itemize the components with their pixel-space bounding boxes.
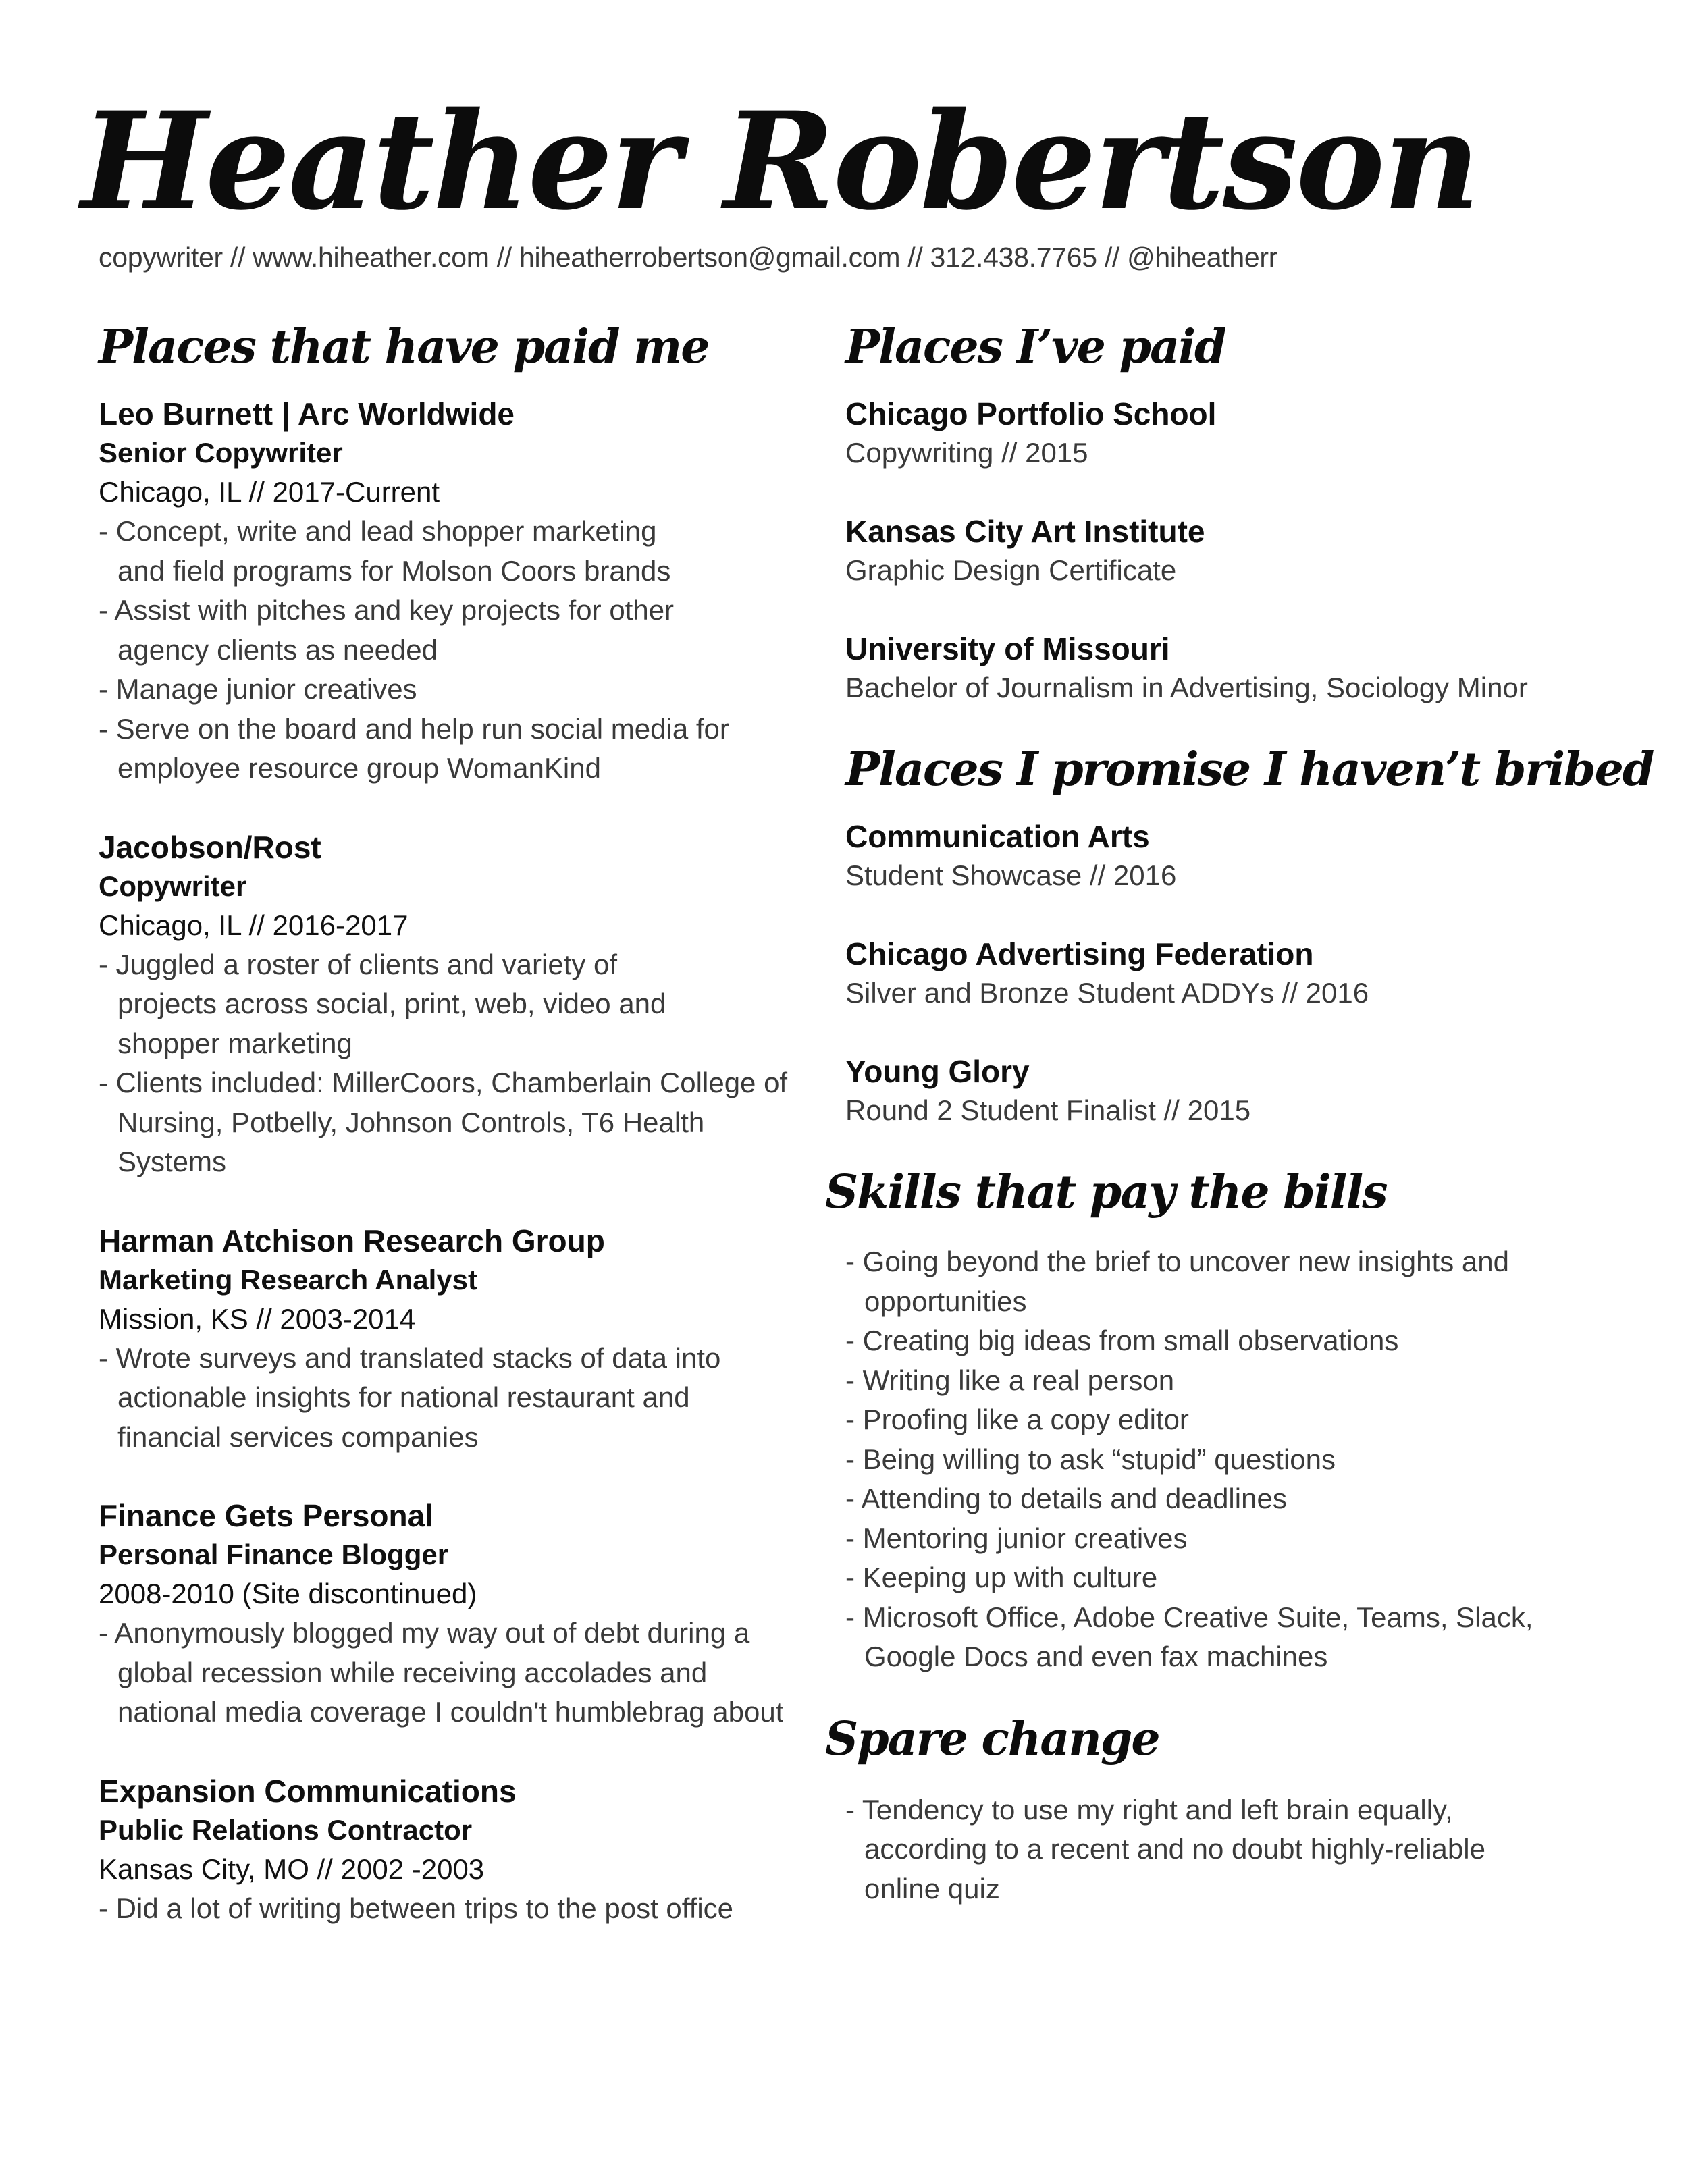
- job-bullets: [99, 1614, 808, 1732]
- school-name: University of Missouri: [845, 631, 1170, 666]
- award-item: [845, 817, 1622, 895]
- job-bullet: - Anonymously blogged my way out of debt during a global recession while receiving accolades and national media coverage I couldn't humblebrag about: [99, 1614, 793, 1732]
- job-entry: [99, 1496, 808, 1732]
- education-item: [845, 394, 1622, 473]
- job-role: Senior Copywriter: [99, 437, 343, 469]
- job-bullets: [99, 512, 808, 789]
- job-location-dates: Kansas City, MO // 2002 -2003: [99, 1853, 485, 1885]
- job-role: Copywriter: [99, 870, 247, 902]
- award-item: [845, 934, 1622, 1013]
- award-item: [845, 1052, 1622, 1130]
- job-company: Finance Gets Personal: [99, 1498, 433, 1533]
- job-bullets: [99, 1339, 808, 1458]
- skills-list: [845, 1242, 1622, 1677]
- award-name: Chicago Advertising Federation: [845, 936, 1314, 971]
- education-list: [845, 394, 1622, 708]
- job-role: Public Relations Contractor: [99, 1813, 473, 1846]
- job-bullet: - Wrote surveys and translated stacks of data into actionable insights for national restaurant and financial services companies: [99, 1339, 725, 1458]
- education-heading: Places I’ve paid: [845, 320, 1225, 374]
- spare-change-list: [845, 1790, 1622, 1909]
- job-location-dates: Chicago, IL // 2017-Current: [99, 476, 440, 508]
- awards-list: [845, 817, 1622, 1130]
- job-entry: [99, 1221, 808, 1458]
- job-location-dates: Chicago, IL // 2016-2017: [99, 909, 408, 941]
- experience-heading: Places that have paid me: [99, 320, 709, 374]
- job-entry: [99, 828, 808, 1182]
- spare-change-heading: Spare change: [825, 1711, 1159, 1766]
- school-detail: Bachelor of Journalism in Advertising, Sociology Minor: [845, 672, 1528, 703]
- job-company: Expansion Communications: [99, 1773, 517, 1809]
- job-entry: [99, 394, 808, 789]
- award-name: Young Glory: [845, 1054, 1030, 1089]
- job-location-dates: Mission, KS // 2003-2014: [99, 1302, 416, 1335]
- job-company: Jacobson/Rost: [99, 829, 321, 865]
- skill-item: - Microsoft Office, Adobe Creative Suite, Teams, Slack, Google Docs and even fax machines: [845, 1598, 1566, 1677]
- job-bullet: - Did a lot of writing between trips to the post office: [99, 1889, 833, 1929]
- awards-heading: Places I promise I haven’t bribed: [845, 743, 1654, 797]
- job-company: Harman Atchison Research Group: [99, 1223, 605, 1258]
- job-company: Leo Burnett | Arc Worldwide: [99, 396, 515, 431]
- school-detail: Graphic Design Certificate: [845, 554, 1177, 586]
- sidebar-column: [825, 320, 1654, 1909]
- job-location-dates: 2008-2010 (Site discontinued): [99, 1578, 477, 1609]
- skill-item: - Creating big ideas from small observations: [845, 1321, 1622, 1361]
- job-entry: [99, 1772, 808, 1929]
- skill-item: - Proofing like a copy editor: [845, 1400, 1622, 1440]
- spare-change-item: - Tendency to use my right and left brain equally, according to a recent and no doubt highly-reliable online quiz: [845, 1790, 1539, 1909]
- job-bullet: - Manage junior creatives: [99, 670, 725, 710]
- job-role: Marketing Research Analyst: [99, 1263, 477, 1296]
- school-name: Kansas City Art Institute: [845, 514, 1205, 549]
- award-detail: Round 2 Student Finalist // 2015: [845, 1094, 1251, 1126]
- skill-item: - Attending to details and deadlines: [845, 1479, 1622, 1519]
- education-item: [845, 512, 1622, 590]
- job-bullet: - Concept, write and lead shopper marketing and field programs for Molson Coors brands: [99, 512, 705, 591]
- job-bullet: - Clients included: MillerCoors, Chamberlain College of Nursing, Potbelly, Johnson Controls, T6 Health Systems: [99, 1063, 799, 1182]
- job-bullet: - Assist with pitches and key projects for other agency clients as needed: [99, 591, 725, 670]
- school-detail: Copywriting // 2015: [845, 437, 1088, 469]
- award-detail: Student Showcase // 2016: [845, 859, 1177, 891]
- job-bullets: [99, 1889, 808, 1929]
- school-name: Chicago Portfolio School: [845, 396, 1217, 431]
- experience-column: [99, 320, 808, 1967]
- job-bullets: [99, 945, 808, 1182]
- skill-item: - Writing like a real person: [845, 1361, 1622, 1401]
- contact-line: copywriter // www.hiheather.com // hiheatherrobertson@gmail.com // 312.438.7765 // @hiheatherr: [99, 242, 1278, 273]
- job-role: Personal Finance Blogger: [99, 1539, 449, 1570]
- award-detail: Silver and Bronze Student ADDYs // 2016: [845, 977, 1369, 1009]
- resume-name: Heather Robertson: [81, 82, 1479, 240]
- skill-item: - Going beyond the brief to uncover new insights and opportunities: [845, 1242, 1512, 1321]
- award-name: Communication Arts: [845, 819, 1150, 854]
- skill-item: - Mentoring junior creatives: [845, 1519, 1622, 1559]
- job-bullet: - Juggled a roster of clients and variety of projects across social, print, web, video and shopper marketing: [99, 945, 712, 1064]
- skill-item: - Being willing to ask “stupid” questions: [845, 1440, 1622, 1480]
- skill-item: - Keeping up with culture: [845, 1558, 1622, 1598]
- education-item: [845, 629, 1622, 708]
- skills-heading: Skills that pay the bills: [825, 1165, 1387, 1219]
- job-bullet: - Serve on the board and help run social media for employee resource group WomanKind: [99, 710, 739, 789]
